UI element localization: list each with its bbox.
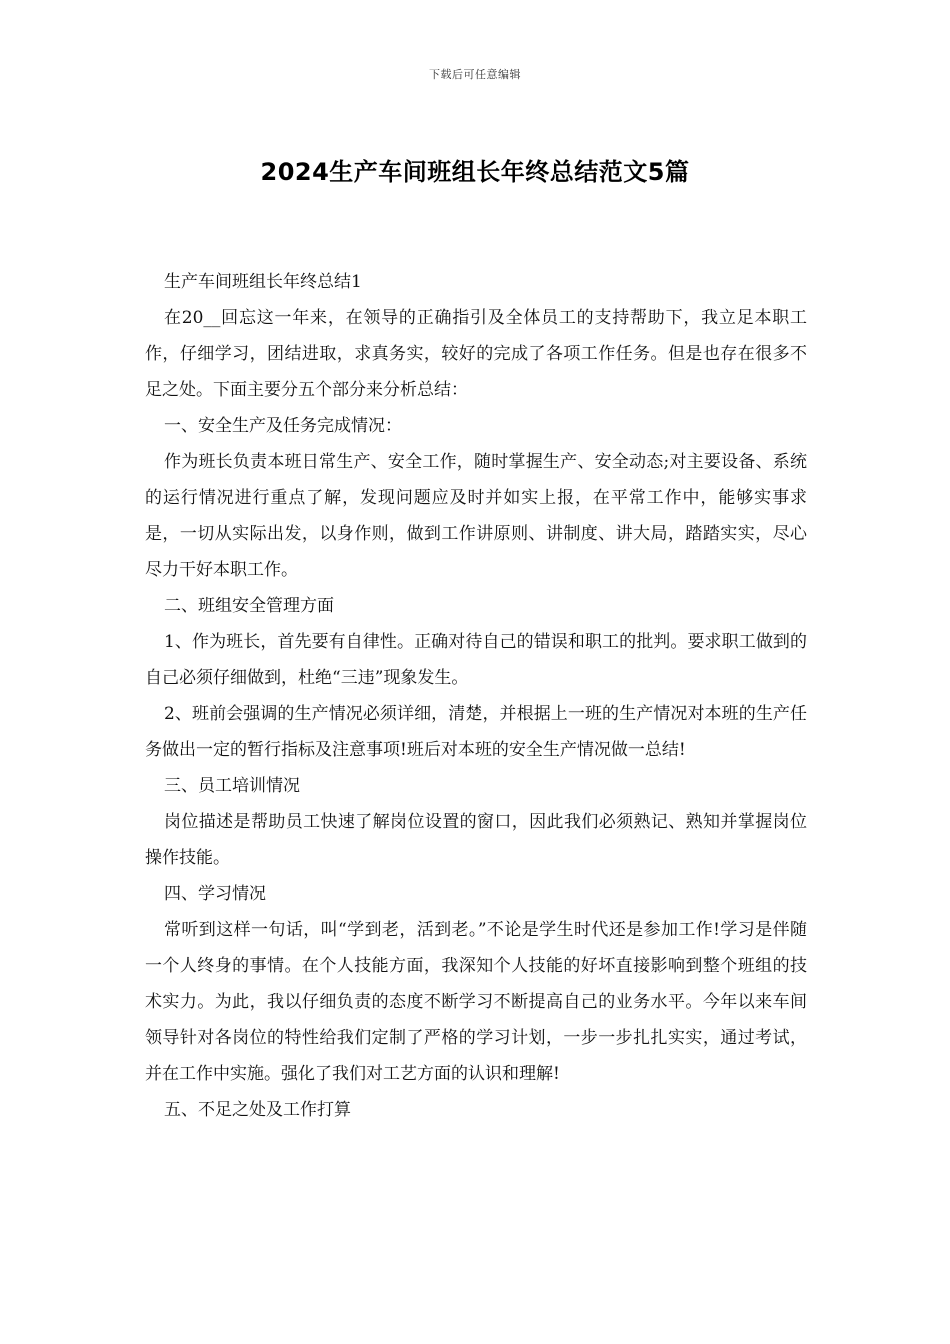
paragraph: 岗位描述是帮助员工快速了解岗位设置的窗口，因此我们必须熟记、熟知并掌握岗位操作技能。	[145, 812, 807, 868]
paragraph: 作为班长负责本班日常生产、安全工作，随时掌握生产、安全动态;对主要设备、系统的运行情况进行重点了解，发现问题应及时并如实上报，在平常工作中，能够实事求是，一切从实际出发，以身作则，做到工作讲原则、讲制度、讲大局，踏踏实实，尽心尽力干好本职工作。	[145, 452, 807, 580]
section-heading: 四、学习情况	[164, 884, 266, 904]
header-note: 下载后可任意编辑	[429, 68, 521, 81]
section-heading: 一、安全生产及任务完成情况：	[164, 416, 402, 436]
section-heading: 三、员工培训情况	[164, 776, 300, 796]
section-heading: 二、班组安全管理方面	[164, 596, 334, 616]
paragraph: 常听到这样一句话，叫“学到老，活到老。”不论是学生时代还是参加工作!学习是伴随一个人终身的事情。在个人技能方面，我深知个人技能的好坏直接影响到整个班组的技术实力。为此，我以仔细负责的态度不断学习不断提高自己的业务水平。今年以来车间领导针对各岗位的特性给我们定制了严格的学习计划，一步一步扎扎实实，通过考试，并在工作中实施。强化了我们对工艺方面的认识和理解!	[145, 920, 807, 1084]
section-heading: 五、不足之处及工作打算	[164, 1100, 351, 1120]
paragraph: 1、作为班长，首先要有自律性。正确对待自己的错误和职工的批判。要求职工做到的自己必须仔细做到，杜绝“三违”现象发生。	[145, 632, 807, 688]
paragraph: 2、班前会强调的生产情况必须详细，清楚，并根据上一班的生产情况对本班的生产任务做出一定的暂行指标及注意事项!班后对本班的安全生产情况做一总结!	[145, 704, 807, 760]
section-heading: 生产车间班组长年终总结1	[164, 272, 362, 292]
paragraph: 在20__回忘这一年来，在领导的正确指引及全体员工的支持帮助下，我立足本职工作，仔细学习，团结进取，求真务实，较好的完成了各项工作任务。但是也存在很多不足之处。下面主要分五个部分来分析总结：	[145, 308, 807, 400]
document-title: 2024生产车间班组长年终总结范文5篇	[260, 158, 690, 186]
document-body	[145, 264, 807, 1128]
